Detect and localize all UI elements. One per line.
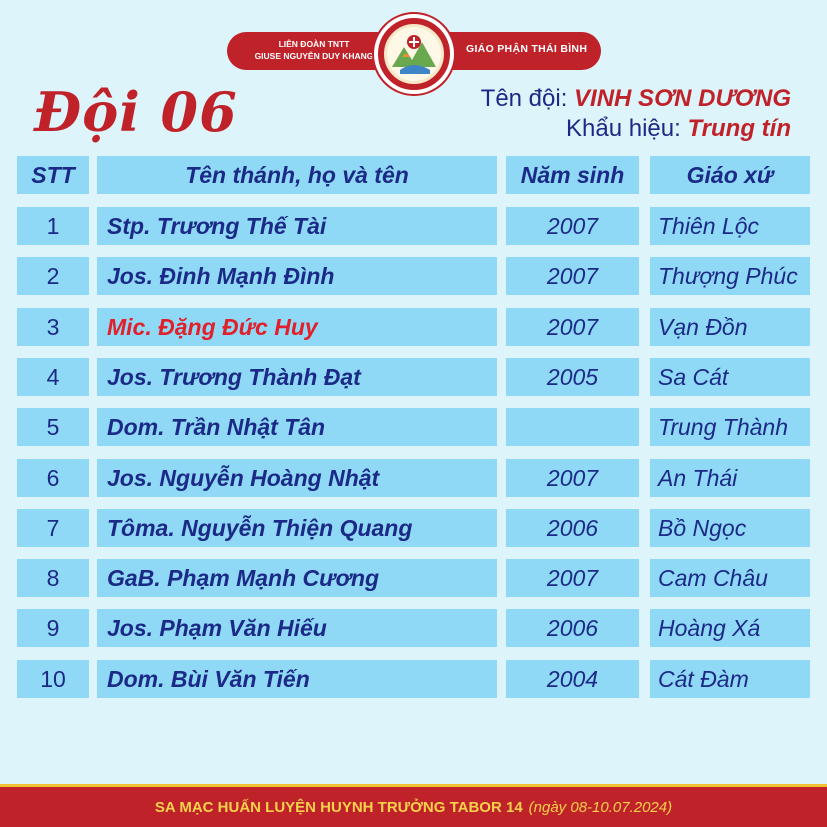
row-parish: Thượng Phúc bbox=[650, 257, 810, 295]
row-year: 2007 bbox=[506, 207, 639, 245]
row-parish: Cam Châu bbox=[650, 559, 810, 597]
row-year: 2006 bbox=[506, 509, 639, 547]
row-parish: Sa Cát bbox=[650, 358, 810, 396]
row-parish: Bồ Ngọc bbox=[650, 509, 810, 547]
row-year: 2007 bbox=[506, 459, 639, 497]
team-motto-line bbox=[566, 115, 791, 143]
league-line2: GIUSE NGUYỄN DUY KHANG bbox=[254, 51, 374, 61]
league-line1: LIÊN ĐOÀN TNTT bbox=[278, 39, 350, 49]
row-name: Dom. Trần Nhật Tân bbox=[97, 408, 497, 446]
header-stt: STT bbox=[17, 156, 89, 194]
row-parish: Trung Thành bbox=[650, 408, 810, 446]
row-name: GaB. Phạm Mạnh Cương bbox=[97, 559, 497, 597]
row-name: Jos. Nguyễn Hoàng Nhật bbox=[97, 459, 497, 497]
row-stt: 6 bbox=[17, 459, 89, 497]
row-year: 2005 bbox=[506, 358, 639, 396]
league-name bbox=[254, 38, 374, 62]
team-name-line bbox=[481, 85, 791, 113]
team-motto-label: Khẩu hiệu: bbox=[566, 115, 688, 142]
footer-dates: (ngày 08-10.07.2024) bbox=[528, 798, 673, 816]
row-name: Jos. Phạm Văn Hiếu bbox=[97, 609, 497, 647]
row-stt: 3 bbox=[17, 308, 89, 346]
header-year: Năm sinh bbox=[506, 156, 639, 194]
row-year bbox=[506, 408, 639, 446]
row-year: 2006 bbox=[506, 609, 639, 647]
header-name: Tên thánh, họ và tên bbox=[97, 156, 497, 194]
footer-banner bbox=[0, 784, 827, 827]
team-name-value: VINH SƠN DƯƠNG bbox=[574, 85, 791, 112]
team-name-label: Tên đội: bbox=[480, 85, 575, 112]
row-stt: 2 bbox=[17, 257, 89, 295]
team-title: Đội 06 bbox=[34, 80, 238, 144]
row-name: Jos. Trương Thành Đạt bbox=[97, 358, 497, 396]
row-parish: Cát Đàm bbox=[650, 660, 810, 698]
header-parish: Giáo xứ bbox=[650, 156, 810, 194]
row-year: 2007 bbox=[506, 257, 639, 295]
footer-title: SA MẠC HUẤN LUYỆN HUYNH TRƯỞNG TABOR 14 bbox=[154, 798, 523, 816]
row-name: Stp. Trương Thế Tài bbox=[97, 207, 497, 245]
diocese-seal-icon bbox=[372, 12, 456, 96]
row-stt: 1 bbox=[17, 207, 89, 245]
row-year: 2007 bbox=[506, 559, 639, 597]
row-parish: Thiên Lộc bbox=[650, 207, 810, 245]
team-motto-value: Trung tín bbox=[687, 115, 791, 142]
row-stt: 10 bbox=[17, 660, 89, 698]
row-parish: An Thái bbox=[650, 459, 810, 497]
row-stt: 8 bbox=[17, 559, 89, 597]
row-name: Mic. Đặng Đức Huy bbox=[97, 308, 497, 346]
row-year: 2004 bbox=[506, 660, 639, 698]
diocese-name: GIÁO PHẬN THÁI BÌNH bbox=[466, 43, 588, 55]
row-stt: 5 bbox=[17, 408, 89, 446]
row-year: 2007 bbox=[506, 308, 639, 346]
row-name: Tôma. Nguyễn Thiện Quang bbox=[97, 509, 497, 547]
row-parish: Vạn Đồn bbox=[650, 308, 810, 346]
row-stt: 7 bbox=[17, 509, 89, 547]
row-stt: 9 bbox=[17, 609, 89, 647]
row-stt: 4 bbox=[17, 358, 89, 396]
row-parish: Hoàng Xá bbox=[650, 609, 810, 647]
row-name: Dom. Bùi Văn Tiến bbox=[97, 660, 497, 698]
row-name: Jos. Đinh Mạnh Đình bbox=[97, 257, 497, 295]
